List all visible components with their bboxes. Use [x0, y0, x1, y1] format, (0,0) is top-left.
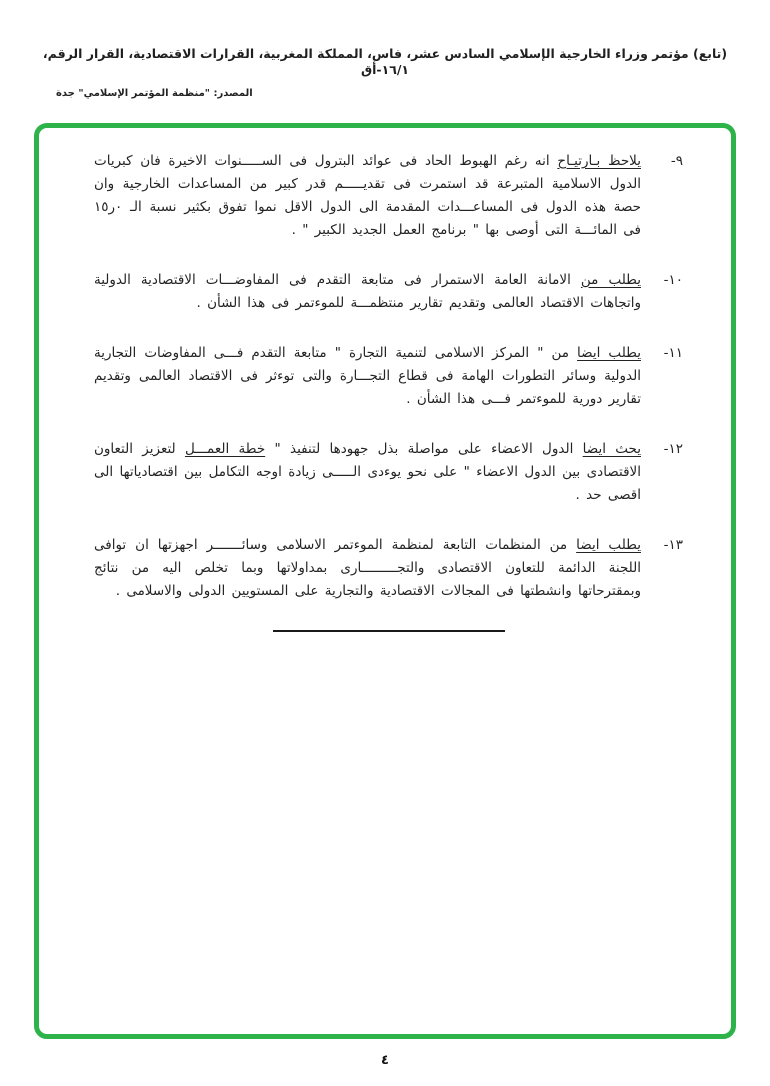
item-body-text: الدول الاعضاء على مواصلة بذل جهودها لتنفيذ " — [265, 440, 583, 457]
resolution-item — [94, 269, 683, 315]
item-text — [94, 269, 641, 315]
header-title: (تابع) مؤتمر وزراء الخارجية الإسلامي السادس عشر، فاس، المملكة المغربية، القرارات الاقتصادية، القرار الرقم، ١٦/١-أق — [42, 46, 728, 78]
resolution-item — [94, 534, 683, 603]
item-text — [94, 342, 641, 411]
item-lead-underline: خطة العمـــل — [184, 440, 266, 457]
item-body-text: الامانة العامة الاستمرار فى متابعة التقدم فى المفاوضـــات الاقتصادية الدولية واتجاهات الاقتصاد العالمى وتقديم تقارير منتظمـــة للموءتمر فى هذا الشأن . — [94, 271, 641, 311]
item-body-text: لتعزيز التعاون الاقتصادى بين الدول الاعضاء " على نحو يوءدى الـــــى زيادة اوجه التكامل بين اقتصادياتها الى اقصى حد . — [94, 440, 641, 503]
item-number: ١٢- — [663, 440, 683, 457]
document-footer — [0, 1053, 770, 1068]
item-number: ٩- — [670, 152, 683, 169]
item-lead-underline: يطلب ايضا — [576, 536, 641, 553]
header-source: المصدر: "منظمة المؤتمر الإسلامي" جدة — [56, 87, 253, 99]
item-body-text: من المنظمات التابعة لمنظمة الموءتمر الاسلامى وسائـــــــر اجهزتها ان توافى اللجنة الدائمة للتعاون الاقتصادى والتجـــــــــارى بمداولاتها وبما تخلص اليه من نتائج وبمقترحاتها وانشطتها فى المجالات الاقتصادية والتجارية على المستويين الدولى والاسلامى . — [94, 536, 641, 599]
item-number: ١٠- — [663, 271, 683, 288]
resolution-list — [94, 150, 683, 603]
item-text — [94, 534, 641, 603]
item-lead-underline: يطلب ايضا — [577, 344, 641, 361]
item-lead-underline: يلاحظ بـارتيـاح — [557, 152, 641, 169]
scanned-content-frame — [34, 123, 736, 1039]
item-number: ١١- — [663, 344, 683, 361]
document-header — [0, 0, 770, 99]
resolution-item — [94, 342, 683, 411]
item-text — [94, 438, 641, 507]
item-lead-underline: يحث ايضا — [582, 440, 641, 457]
item-body-text: انه رغم الهبوط الحاد فى عوائد البترول فى الســـــنوات الاخيرة فان كبريات الدول الاسلامية المتبرعة قد استمرت فى تقديـــــم قدر كبير من المساعدات الخارجية وان حصة هذه الدول فى المساعـــدات المقدمة الى الدول الاقل نموا تفوق بكثير نسبة الـ ٠ر١٥ فى المائـــة التى أوصى بها " برنامج العمل الجديد الكبير " . — [94, 152, 641, 238]
resolution-item — [94, 438, 683, 507]
page-number: ٤ — [381, 1052, 389, 1068]
item-body-text: من " المركز الاسلامى لتنمية التجارة " متابعة التقدم فـــى المفاوضات التجارية الدولية وسائر التطورات الهامة فى قطاع التجـــارة والتى توءثر فى الاقتصاد العالمى وتقديم تقارير دورية للموءتمر فـــى هذا الشأن . — [94, 344, 641, 407]
item-lead-underline: يطلب من — [580, 271, 641, 288]
item-number: ١٣- — [663, 536, 683, 553]
resolution-item — [94, 150, 683, 242]
section-divider — [273, 630, 505, 632]
item-text — [94, 150, 641, 242]
